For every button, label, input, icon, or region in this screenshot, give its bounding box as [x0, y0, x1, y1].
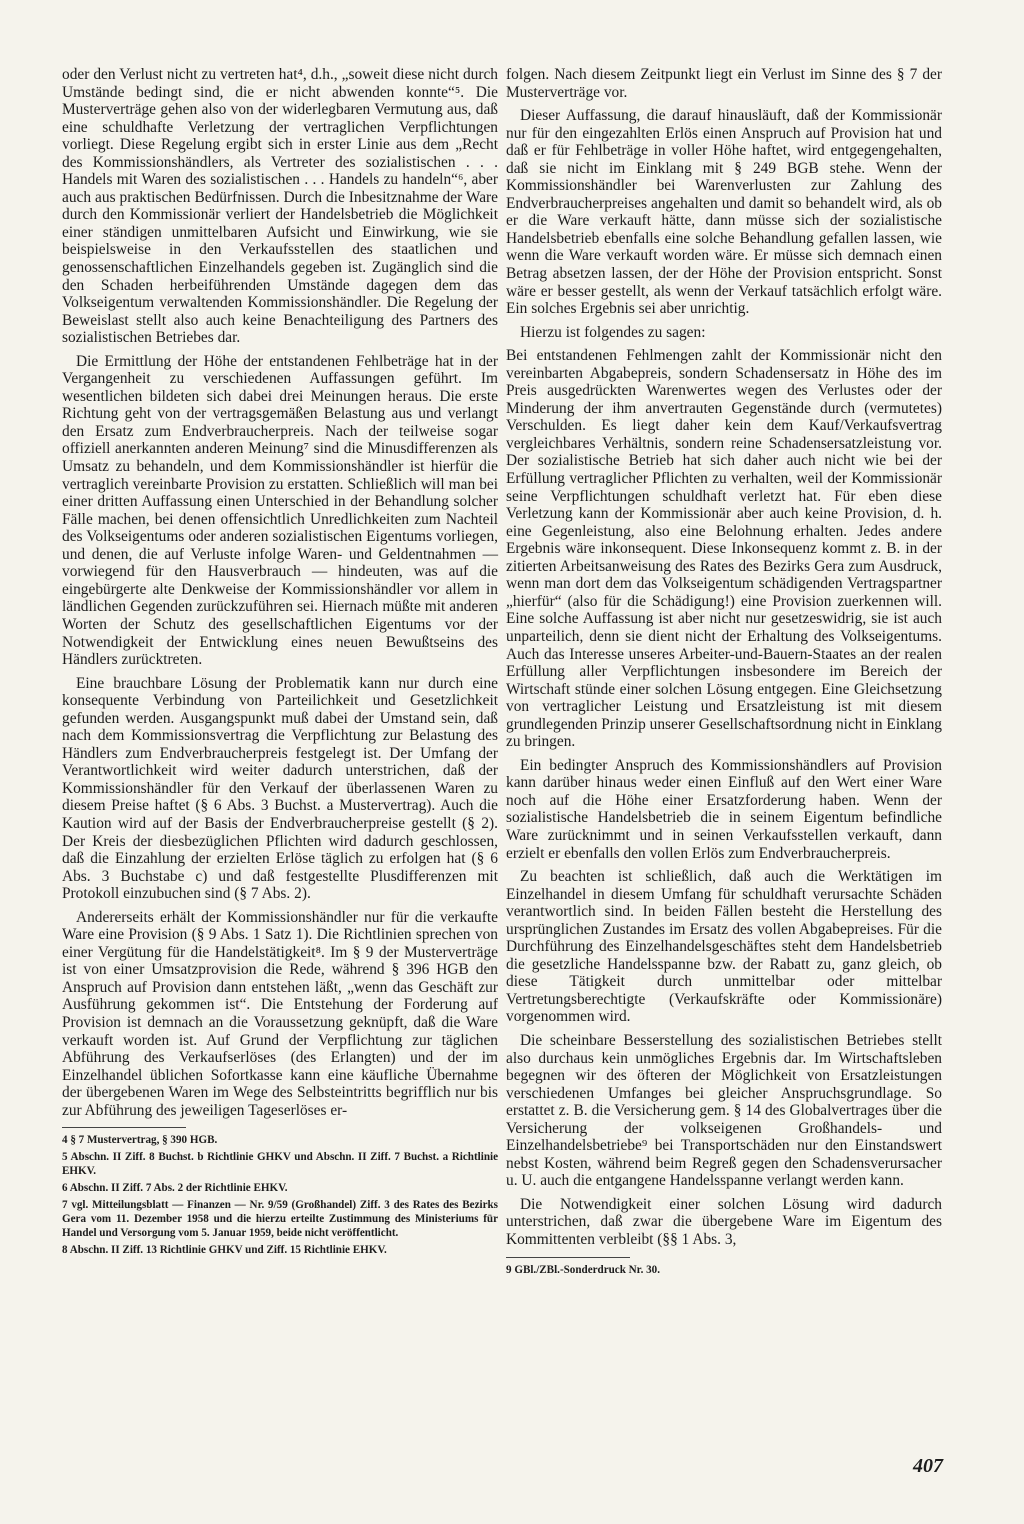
footnote-6: 6 Abschn. II Ziff. 7 Abs. 2 der Richtlinie EHKV. [62, 1181, 288, 1194]
left-paragraph-4: Andererseits erhält der Kommissionshändler nur für die verkaufte Ware eine Provision (§ 9 Abs. 1 Satz 1). Die Richtlinien sprechen von einer Vergütung für die Handelstätigkeit⁸. Im § 9 der Musterverträge ist von einer Umsatzprovision die Rede, während § 396 HGB den Anspruch auf Provision dann entstehen läßt, „wenn das Geschäft zur Ausführung gekommen ist“. Die Entstehung der Forderung auf Provision ist demnach an die Voraussetzung geknüpft, daß die Ware verkauft worden ist. Auf Grund der Verpflichtung zur täglichen Abführung des Verkaufserlöses (des Erlangten) und der im Einzelhandel üblichen Sofortkasse kann eine käufliche Übernahme der übergebenen Waren im Wege des Selbsteintritts begrifflich nur bis zur Abführung des jeweiligen Tageserlöses er- [62, 908, 498, 1119]
left-column [62, 66, 498, 1261]
left-footnotes [62, 1134, 498, 1257]
footnote-7: 7 vgl. Mitteilungsblatt — Finanzen — Nr. 9/59 (Großhandel) Ziff. 3 des Rates des Bezirks Gera vom 11. Dezember 1958 und die hierzu erteilte Zustimmung des Ministeriums für Handel und Versorgung vom 5. Januar 1959, beide nicht veröffentlicht. [62, 1198, 498, 1239]
footnote-4: 4 § 7 Mustervertrag, § 390 HGB. [62, 1134, 218, 1147]
right-paragraph-4: Bei entstandenen Fehlmengen zahlt der Kommissionär nicht den vereinbarten Abgabepreis, sondern Schadensersatz in Höhe des im Preis ausgedrückten Warenwertes wegen des Verlustes oder der Minderung der ihm anvertrauten Gegenstände durch (vermutetes) Verschulden. Es liegt daher kein dem Kauf/Verkaufsvertrag vergleichbares Verhältnis, sondern reine Schadensersatzleistung vor. Der sozialistische Betrieb hat sich daher auch nicht wie bei der Erfüllung vertraglicher Pflichten zu verhalten, weil der Kommissionär seine Verpflichtungen schuldhaft verletzt hat. Für eben diese Verletzung kann der Kommissionär aber auch keine Provision, d. h. eine Gegenleistung, also eine Belohnung erhalten. Jedes andere Ergebnis wäre inkonsequent. Diese Inkonsequenz kommt z. B. in der zitierten Arbeitsanweisung des Rates des Bezirks Gera zum Ausdruck, wenn man dort dem das Volkseigentum schädigenden Vertragspartner „hierfür“ (also für die Schädigung!) eine Provision zuerkennen will. Eine solche Auffassung ist aber nicht nur gesetzeswidrig, sie ist auch unparteilich, denn sie dient nicht der Erhaltung des Volkseigentums. Auch das Interesse unseres Arbeiter-und-Bauern-Staates an der realen Erfüllung aller Verpflichtungen insbesondere im Bereich der Wirtschaft stünde einer solchen Lösung entgegen. Eine Gleichsetzung von vertraglicher Leistung und Ersatzleistung ist mit diesem grundlegenden Prinzip unserer Gesellschaftsordnung nicht in Einklang zu bringen. [506, 347, 942, 751]
footnote-divider [506, 1257, 630, 1258]
right-paragraph-1: folgen. Nach diesem Zeitpunkt liegt ein Verlust im Sinne des § 7 der Musterverträge vor. [506, 66, 942, 101]
right-paragraph-6: Zu beachten ist schließlich, daß auch die Werktätigen im Einzelhandel in diesem Umfang für schuldhaft verursachte Schäden verantwortlich sind. In beiden Fällen besteht die Herstellung des ursprünglichen Zustandes im Ersatz des vollen Abgabepreises. Für die Durchführung des Einzelhandelsgeschäftes steht dem Handelsbetrieb die gesetzliche Handelsspanne bzw. der Rabatt zu, ganz gleich, ob diese Tätigkeit durch unmittelbar oder mittelbar Vertretungsberechtigte (Verkaufskräfte oder Kommissionäre) vorgenommen wird. [506, 868, 942, 1026]
footnote-8: 8 Abschn. II Ziff. 13 Richtlinie GHKV und Ziff. 15 Richtlinie EHKV. [62, 1243, 387, 1256]
footnote-divider [62, 1127, 186, 1128]
right-paragraph-3: Hierzu ist folgendes zu sagen: [520, 323, 706, 341]
right-paragraph-7: Die scheinbare Besserstellung des sozialistischen Betriebes stellt also durchaus kein unmögliches Ergebnis dar. Im Wirtschaftsleben begegnen wir des öfteren der Möglichkeit von Ersatzleistungen verschiedenen Umfanges bei gleicher Anspruchsgrundlage. So erstattet z. B. die Versicherung gem. § 14 des Globalvertrages über die Versicherung der volkseigenen Großhandels- und Einzelhandelsbetriebe⁹ bei Transportschäden nur den Einstandswert nebst Kosten, während beim Regreß gegen den Schadensverursacher u. U. auch die entgangene Handelsspanne verlangt werden kann. [506, 1031, 942, 1190]
left-paragraph-3: Eine brauchbare Lösung der Problematik kann nur durch eine konsequente Verbindung von Parteilichkeit und Gesetzlichkeit gefunden werden. Ausgangspunkt muß dabei der Umstand sein, daß nach dem Kommissionsvertrag die Verpflichtung zur Belastung des Händlers zum Endverbraucherpreis festgelegt ist. Der Umfang der Verantwortlichkeit wird weiter dadurch unterstrichen, daß der Kommissionshändler für den Verkauf der überlassenen Waren zu diesem Preise haftet (§ 6 Abs. 3 Buchst. a Mustervertrag). Auch die Kaution wird auf der Basis der Endverbraucherpreise gestellt (§ 2). Der Kreis der diesbezüglichen Pflichten wird dadurch geschlossen, daß die Einzahlung der erzielten Erlöse täglich zu erfolgen hat (§ 6 Abs. 3 Buchstabe c) und daß festgestellte Plusdifferenzen mit Protokoll einzubuchen sind (§ 7 Abs. 2). [62, 674, 498, 903]
left-paragraph-1: oder den Verlust nicht zu vertreten hat⁴, d.h., „soweit diese nicht durch Umstände bedingt sind, die er nicht abwenden konnte“⁵. Die Musterverträge gehen also von der widerlegbaren Vermutung aus, daß eine schuldhafte Verletzung der vertraglichen Verpflichtungen vorliegt. Diese Regelung ergibt sich in erster Linie aus dem „Recht des Kommissionshändlers, als Vertreter des sozialistischen . . . Handels mit Waren des sozialistischen . . . Handels zu handeln“⁶, aber auch aus praktischen Bedürfnissen. Durch die Inbesitznahme der Ware durch den Kommissionär verliert der Handelsbetrieb die Möglichkeit einer ständigen unmittelbaren Aufsicht und Einwirkung, wie sie beispielsweise in den Verkaufsstellen des staatlichen und genossenschaftlichen Einzelhandels gegeben ist. Zugänglich sind die den Schaden herbeiführenden Umstände dagegen dem das Volkseigentum verwaltenden Kommissionshändler. Die Regelung der Beweislast stellt also auch keine Benachteiligung des Partners des sozialistischen Betriebes dar. [62, 66, 498, 347]
right-paragraph-2: Dieser Auffassung, die darauf hinausläuft, daß der Kommissionär nur für den eingezahlten Erlös einen Anspruch auf Provision hat und daß er für Fehlbeträge in voller Höhe haftet, wird entgegengehalten, daß sie nicht im Einklang mit § 249 BGB stehe. Wenn der Kommissionshändler bei Warenverlusten zur Zahlung des Endverbraucherpreises angehalten und damit so behandelt wird, als ob er die Ware verkauft hätte, dann müsse sich der sozialistische Handelsbetrieb ebenfalls eine solche Behandlung gefallen lassen, wie wenn die Ware verkauft worden wäre. Er müsse sich demnach einen Betrag absetzen lassen, der der Höhe der Provision entspricht. Sonst wäre er besser gestellt, als wenn der Verkauf tatsächlich erfolgt wäre. Ein solches Ergebnis sei aber unrichtig. [506, 107, 942, 318]
right-paragraph-5: Ein bedingter Anspruch des Kommissionshändlers auf Provision kann darüber hinaus weder einen Einfluß auf den Wert einer Ware noch auf die Höhe einer Ersatzforderung haben. Wenn der sozialistische Handelsbetrieb die in seinem Eigentum befindliche Ware zurücknimmt und in seinen Verkaufsstellen verkauft, dann erzielt er ebenfalls den vollen Erlös zum Endverbraucherpreis. [506, 756, 942, 862]
footnote-5: 5 Abschn. II Ziff. 8 Buchst. b Richtlinie GHKV und Abschn. II Ziff. 7 Buchst. a Richtlinie EHKV. [62, 1151, 498, 1178]
right-column [506, 66, 942, 1280]
right-footnotes [506, 1264, 942, 1278]
page-number: 407 [913, 1455, 943, 1477]
right-paragraph-8: Die Notwendigkeit einer solchen Lösung wird dadurch unterstrichen, daß zwar die übergebene Ware im Eigentum des Kommittenten verbleibt (§§ 1 Abs. 3, [506, 1195, 942, 1248]
footnote-9: 9 GBl./ZBl.-Sonderdruck Nr. 30. [506, 1263, 661, 1276]
left-paragraph-2: Die Ermittlung der Höhe der entstandenen Fehlbeträge hat in der Vergangenheit zu verschiedenen Auffassungen geführt. Im wesentlichen bildeten sich dabei drei Meinungen heraus. Die erste Richtung geht von der vertragsgemäßen Belastung aus und verlangt den Ersatz zum Endverbraucherpreis. Nach der teilweise sogar offiziell anerkannten anderen Meinung⁷ sind die Minusdifferenzen als Umsatz zu behandeln, und dem Kommissionshändler ist hierfür die vertraglich vereinbarte Provision zu erstatten. Schließlich will man bei einer dritten Auffassung einen Unterschied in der Behandlung solcher Fälle machen, bei denen offensichtlich Unredlichkeiten zum Nachteil des Volkseigentums oder anderen sozialistischen Eigentums vorliegen, und denen, die auf Verluste infolge Waren- und Geldentnahmen — vorwiegend für den Hausverbrauch — hindeuten, was auf die eingebürgerte alte Denkweise der Kommissionshändler vor allem in ländlichen Gegenden zurückzuführen sei. Hiernach müßte mit anderen Worten der Schutz des gesellschaftlichen Eigentums vor der Notwendigkeit der Entwicklung eines neuen Bewußtseins des Händlers zurücktreten. [62, 352, 498, 669]
